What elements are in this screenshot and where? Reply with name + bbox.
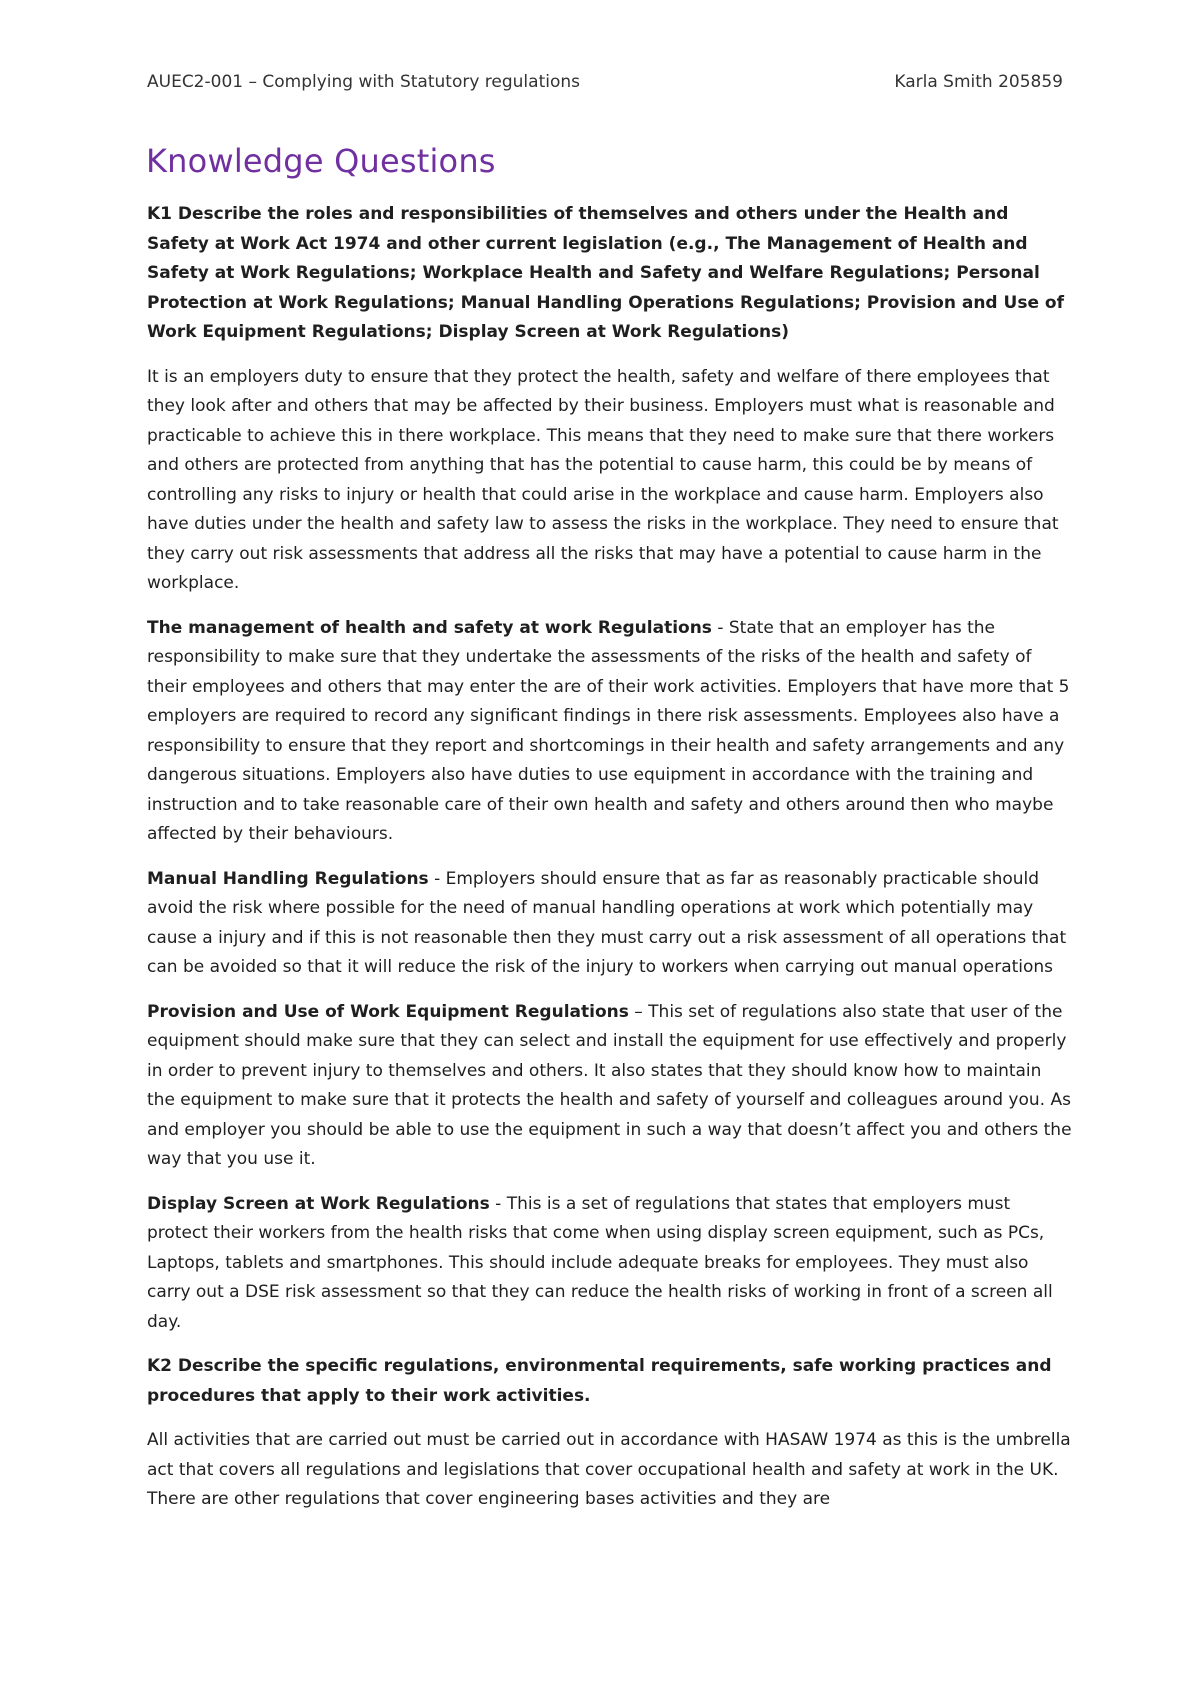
page-title: Knowledge Questions [146, 142, 496, 180]
k1-section-manual-handling [147, 865, 1072, 983]
k2-question: K2 Describe the specific regulations, environmental requirements, safe working practices and procedures that apply to their work activities. [147, 1356, 1052, 1406]
section-text: - State that an employer has the responsibility to make sure that they undertake the assessments of the risks of the health and safety of their employees and others that may enter the are of their work activities. Employers that have more that 5 employers are required to record any significant findings in there risk assessments. Employees also have a responsibility to ensure that they report and shortcomings in their health and safety arrangements and any dangerous situations. Employers also have duties to use equipment in accordance with the training and instruction and to take reasonable care of their own health and safety and others around then who maybe affected by their behaviours. [147, 617, 1070, 844]
k2-answer-paragraph: All activities that are carried out must be carried out in accordance with HASAW 1974 as this is the umbrella act that covers all regulations and legislations that cover occupational health and safety at work in the UK. There are other regulations that cover engineering bases activities and they are [147, 1430, 1071, 1509]
document-body [147, 200, 1072, 1530]
k1-section-management-regulations [147, 614, 1072, 850]
section-heading: Manual Handling Regulations [147, 868, 429, 889]
k1-intro-paragraph: It is an employers duty to ensure that they protect the health, safety and welfare of there employees that they look after and others that may be affected by their business. Employers must what is reasonable and practicable to achieve this in there workplace. This means that they need to make sure that there workers and others are protected from anything that has the potential to cause harm, this could be by means of controlling any risks to injury or health that could arise in the workplace and cause harm. Employers also have duties under the health and safety law to assess the risks in the workplace. They need to ensure that they carry out risk assessments that address all the risks that may have a potential to cause harm in the workplace. [147, 366, 1059, 593]
section-text: - Employers should ensure that as far as reasonably practicable should avoid the risk where possible for the need of manual handling operations at work which potentially may cause a injury and if this is not reasonable then they must carry out a risk assessment of all operations that can be avoided so that it will reduce the risk of the injury to workers when carrying out manual operations [147, 868, 1067, 977]
section-text: – This set of regulations also state that user of the equipment should make sure that they can select and install the equipment for use effectively and properly in order to prevent injury to themselves and others. It also states that they should know how to maintain the equipment to make sure that it protects the health and safety of yourself and colleagues around you. As and employer you should be able to use the equipment in such a way that doesn’t affect you and others the way that you use it. [147, 1001, 1072, 1169]
section-heading: Provision and Use of Work Equipment Regulations [147, 1001, 629, 1022]
k1-section-work-equipment [147, 998, 1072, 1175]
k1-question: K1 Describe the roles and responsibilities of themselves and others under the Health and Safety at Work Act 1974 and other current legislation (e.g., The Management of Health and Safety at Work Regulations; Workplace Health and Safety and Welfare Regulations; Personal Protection at Work Regulations; Manual Handling Operations Regulations; Provision and Use of Work Equipment Regulations; Display Screen at Work Regulations) [147, 204, 1064, 342]
k1-section-display-screen [147, 1190, 1072, 1338]
page-header [147, 72, 1063, 92]
section-text: - This is a set of regulations that states that employers must protect their workers from the health risks that come when using display screen equipment, such as PCs, Laptops, tablets and smartphones. This should include adequate breaks for employees. They must also carry out a DSE risk assessment so that they can reduce the health risks of working in front of a screen all day. [147, 1193, 1053, 1332]
header-course-title: AUEC2-001 – Complying with Statutory regulations [147, 72, 580, 92]
section-heading: Display Screen at Work Regulations [147, 1193, 490, 1214]
header-author: Karla Smith 205859 [894, 72, 1063, 92]
section-heading: The management of health and safety at work Regulations [147, 617, 712, 638]
